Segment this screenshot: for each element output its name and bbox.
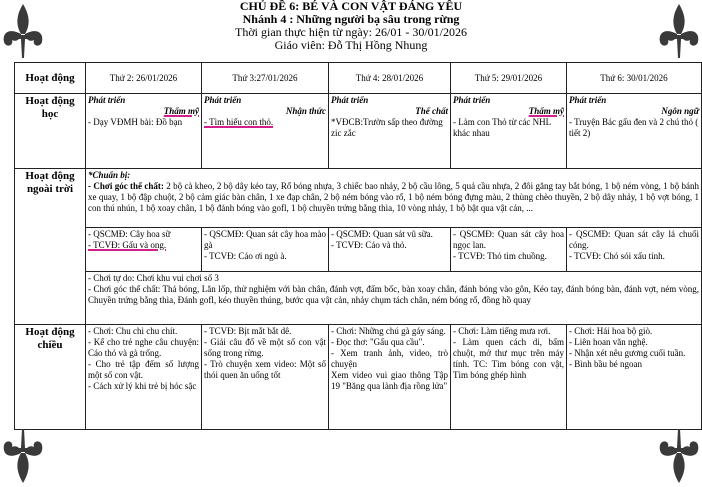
lesson-head: Phát triển bbox=[331, 95, 369, 105]
row-label-ngoai-troi: Hoạt động ngoài trời bbox=[15, 169, 86, 325]
game-text: - TCVĐ: Cáo ơi ngủ à. bbox=[204, 251, 287, 261]
lesson-text: - Tìm hiểu con thỏ. bbox=[204, 117, 274, 127]
lesson-domain: Nhận thức bbox=[285, 106, 326, 116]
lesson-cell bbox=[567, 94, 702, 169]
observation-text: - QSCMĐ: Quan sát cây hoa ngọc lan. bbox=[453, 229, 564, 250]
observation-text: - QSCMĐ: Quan sát cây hoa mào gà bbox=[204, 229, 326, 250]
game-text: - TCVĐ: Cáo và thỏ. bbox=[331, 240, 407, 250]
afternoon-cell: - Chơi: Chu chi chu chít. - Kể cho trẻ nghe câu chuyện: Cáo thỏ và gà trống. - Cho trẻ tập đếm số lượng một số con vật. - Cách xử lý khi trẻ bị hóc sặc bbox=[86, 325, 202, 430]
lesson-text: *VĐCB:Trườn sấp theo đường zic zắc bbox=[331, 117, 443, 138]
lesson-domain: Thẩm mỹ bbox=[528, 106, 564, 116]
outdoor-cell bbox=[567, 228, 702, 272]
game-text: - TCVĐ: Thỏ tìm chuồng. bbox=[453, 251, 547, 261]
preparation-title: *Chuẩn bị: bbox=[88, 170, 131, 180]
page-title: CHỦ ĐỀ 6: BÉ VÀ CON VẬT ĐÁNG YÊU bbox=[239, 0, 463, 13]
page-header bbox=[0, 0, 702, 52]
outdoor-cell bbox=[451, 228, 567, 272]
afternoon-cell: - Chơi: Những chú gà gáy sáng. - Đọc thơ: "Gấu qua cầu". - Xem tranh ảnh, video, trò chuyện Xem video vui giao thông Tập 19 "Băng qua lành địa rồng lửa" bbox=[329, 325, 451, 430]
day-header: Thứ 4: 28/01/2026 bbox=[329, 63, 451, 94]
lesson-domain: Ngôn ngữ bbox=[661, 106, 699, 116]
afternoon-cell: - Chơi: Làm tiếng mưa rơi. - Làm quen cách di, bấm chuột, mở thư mục trên máy tính. TC: Tìm bóng con vật, Tìm bóng ghép hình bbox=[451, 325, 567, 430]
observation-text: - QSCMĐ: Quan sát vũ sữa. bbox=[331, 229, 433, 239]
activity-column-header: Hoạt động bbox=[15, 63, 86, 94]
lesson-head: Phát triển bbox=[204, 95, 242, 105]
preparation-cell bbox=[86, 169, 702, 228]
afternoon-cell: - TCVĐ: Bịt mắt bắt dê. - Giải câu đố về một số con vật sống trong rừng. - Trò chuyện xem video: Một số thói quen ăn uống tốt bbox=[202, 325, 329, 430]
fleur-de-lis-icon bbox=[656, 421, 702, 487]
row-label-chieu: Hoạt động chiều bbox=[15, 325, 86, 430]
lesson-text: - Dạy VĐMH bài: Đồ bạn bbox=[88, 117, 183, 127]
teacher-name: Giáo viên: Đỗ Thị Hồng Nhung bbox=[274, 38, 428, 52]
outdoor-cell bbox=[329, 228, 451, 272]
free-play-text: - Chơi tự do: Chơi khu vui chơi số 3 bbox=[88, 273, 219, 283]
day-header: Thứ 6: 30/01/2026 bbox=[567, 63, 702, 94]
fleur-de-lis-icon bbox=[0, 0, 46, 66]
lesson-head: Phát triển bbox=[453, 95, 491, 105]
lesson-text: - Truyện Bác gấu đen và 2 chú thỏ ( tiết 2) bbox=[569, 117, 699, 138]
afternoon-cell: - Chơi: Hái hoa bộ giò. - Liên hoan văn nghệ. - Nhận xét nêu gương cuối tuần. - Bình bầu bé ngoan bbox=[567, 325, 702, 430]
outdoor-cell bbox=[202, 228, 329, 272]
preparation-corner-label: - Chơi góc thể chất: bbox=[88, 181, 164, 191]
game-text: - TCVĐ: Chó sói xấu tính. bbox=[569, 251, 665, 261]
lesson-head: Phát triển bbox=[569, 95, 607, 105]
outdoor-cell bbox=[86, 228, 202, 272]
table-row-hoat-dong-hoc bbox=[15, 94, 702, 169]
fleur-de-lis-icon bbox=[0, 421, 46, 487]
corner-play-text: - Chơi góc thể chất: Thả bóng, Lăn lốp, thử nghiệm với bàn chân, đánh vợt, đấm bốc, bàn xoay chân, đánh bóng vào gôn, Kéo tay, đánh bóng bàn, đánh vợt, ném vòng, Chuyền trứng bằng thìa, Đánh gofl, kéo thuyền thúng, bước qua vật cản, nhảy chụm tách chân, ném bóng rổ, đồng hồ quay bbox=[88, 284, 699, 305]
lesson-domain: Thể chất bbox=[415, 106, 448, 116]
lesson-cell bbox=[329, 94, 451, 169]
lesson-text: - Làm con Thỏ từ các NHL khác nhau bbox=[453, 117, 551, 138]
table-row-choi-tu-do bbox=[15, 272, 702, 325]
lesson-cell bbox=[202, 94, 329, 169]
branch-title: Nhánh 4 : Những người bạ sâu trong rừng bbox=[242, 12, 460, 26]
observation-text: - QSCMĐ: Cây hoa sữ bbox=[88, 229, 171, 239]
fleur-de-lis-icon bbox=[656, 0, 702, 66]
day-header: Thứ 5: 29/01/2026 bbox=[451, 63, 567, 94]
row-label-hoc: Hoạt động học bbox=[15, 94, 86, 169]
preparation-text: 2 bộ cà kheo, 2 bộ dây kéo tay, Rổ bóng nhựa, 3 chiếc bao nhảy, 2 bộ cầu lông, 5 quả cầu nhựa, 2 đôi găng tay bắt bóng, 1 bộ ném vòng, 1 bộ bánh xe quay, 1 bộ đập chuột, 2 bộ cảm giác bàn chân, 1 xe đạp chân, 2 bộ ném bóng vào rổ, 1 bộ ném bóng đựng màu, 2 thùng chèo thuyền, 2 bộ dây nhảy, 1 bộ vợt bóng, 1 con thú nhún, 1 bộ xoay chân, 1 bộ đánh bóng vào gofl, 1 bộ chuyền trứng bằng thìa, 10 vòng nhảy, 1 bộ bật qua vật cản, ... bbox=[88, 181, 699, 213]
lesson-head: Phát triển bbox=[88, 95, 126, 105]
day-header: Thứ 2: 26/01/2026 bbox=[86, 63, 202, 94]
game-text: - TCVĐ: Gấu và ong. bbox=[88, 240, 167, 250]
period-text: Thời gian thực hiện từ ngày: 26/01 - 30/01/2026 bbox=[235, 25, 467, 39]
table-row-hoat-dong-chieu bbox=[15, 325, 702, 430]
weekly-plan-table bbox=[14, 62, 702, 430]
table-row-chuan-bi bbox=[15, 169, 702, 228]
observation-text: - QSCMĐ: Quan sát cây lá chuối cóng. bbox=[569, 229, 699, 250]
table-row-quan-sat bbox=[15, 228, 702, 272]
lesson-cell bbox=[451, 94, 567, 169]
day-header: Thứ 3:27/01/2026 bbox=[202, 63, 329, 94]
free-play-cell bbox=[86, 272, 702, 325]
lesson-cell bbox=[86, 94, 202, 169]
table-header-row bbox=[15, 63, 702, 94]
lesson-domain: Thẩm mỹ bbox=[163, 106, 199, 116]
